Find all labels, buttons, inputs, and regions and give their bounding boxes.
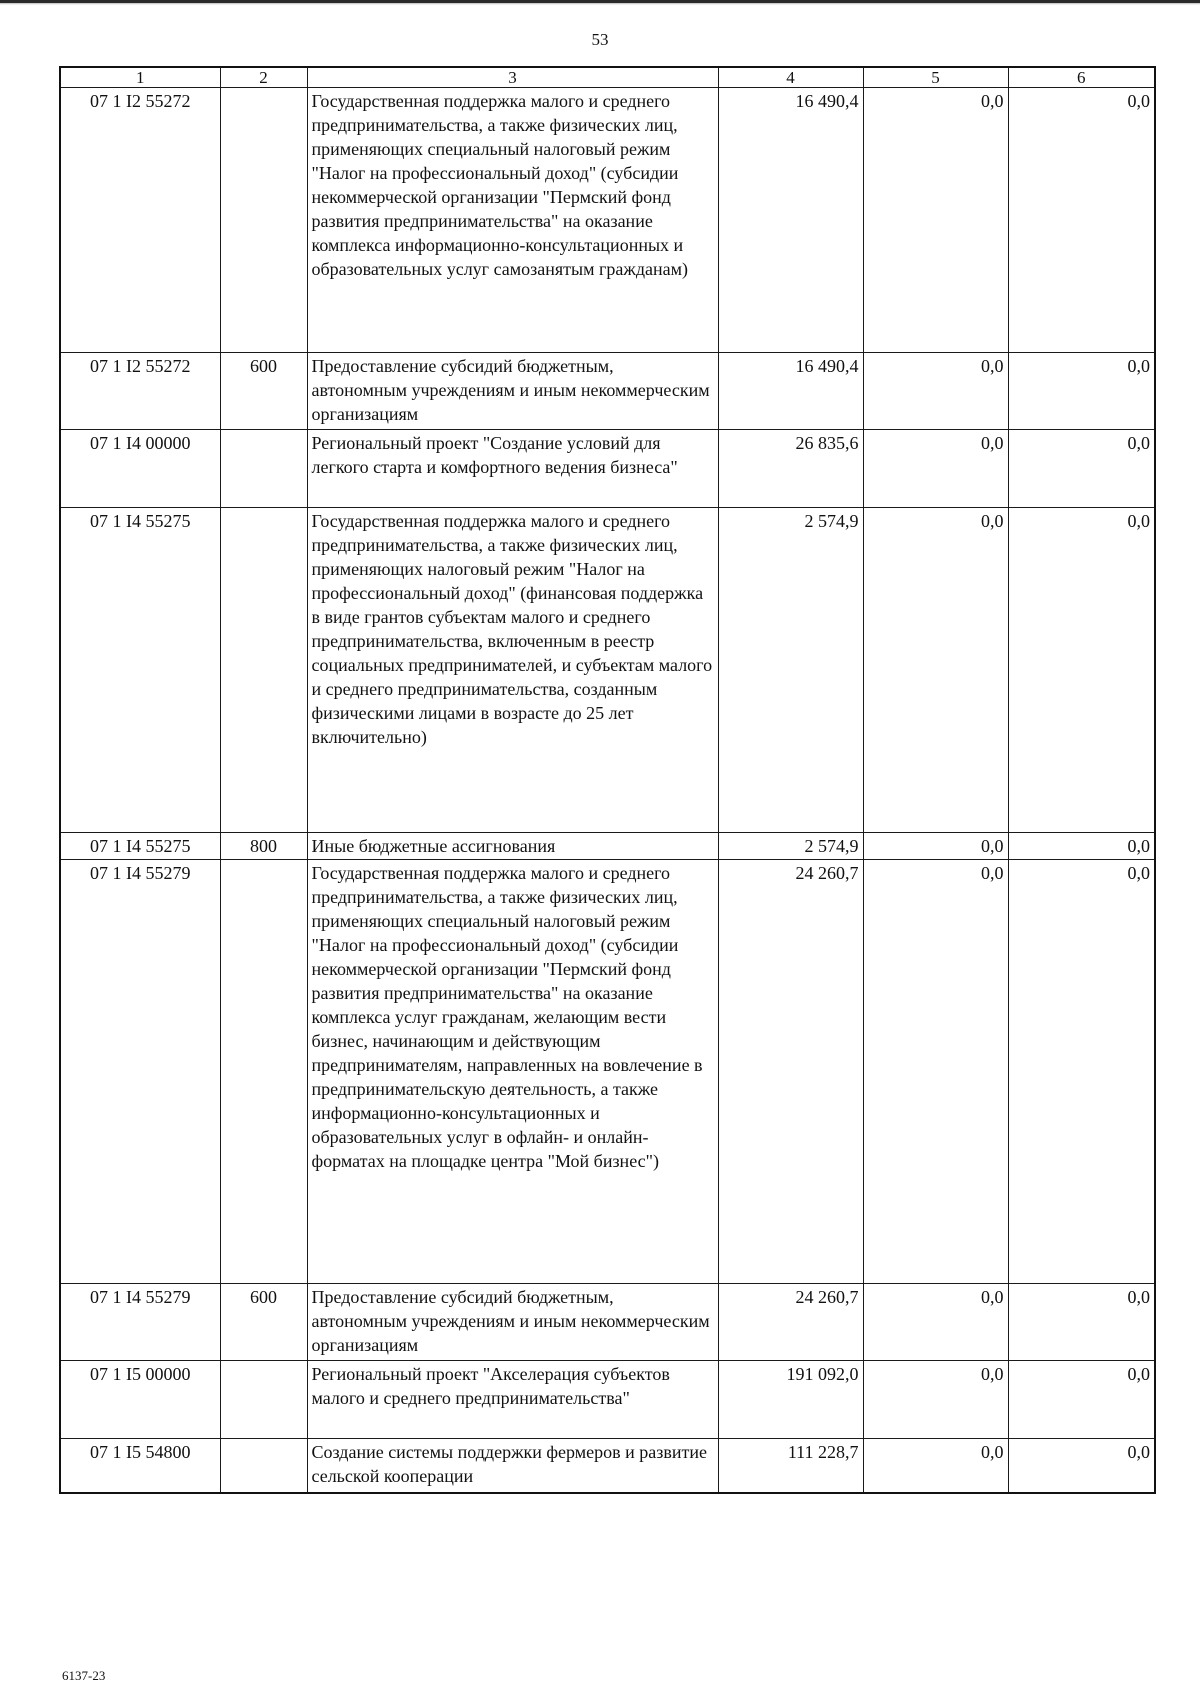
cell-code: 07 1 I5 54800 [60, 1439, 220, 1493]
cell-amount-6: 0,0 [1008, 1439, 1155, 1493]
table-header-row [60, 67, 1155, 88]
cell-name: Региональный проект "Создание условий для легкого старта и комфортного ведения бизнеса" [307, 430, 718, 508]
cell-code: 07 1 I4 55275 [60, 508, 220, 833]
cell-code: 07 1 I4 55279 [60, 860, 220, 1284]
cell-amount-6: 0,0 [1008, 860, 1155, 1284]
cell-expense-type: 600 [220, 1284, 307, 1361]
table-row [60, 430, 1155, 508]
cell-expense-type [220, 860, 307, 1284]
cell-amount-4: 24 260,7 [718, 1284, 863, 1361]
header-col-4: 4 [718, 67, 863, 88]
cell-amount-4: 2 574,9 [718, 508, 863, 833]
cell-code: 07 1 I4 00000 [60, 430, 220, 508]
cell-amount-5: 0,0 [863, 1361, 1008, 1439]
cell-expense-type: 800 [220, 833, 307, 860]
cell-expense-type: 600 [220, 353, 307, 430]
cell-amount-6: 0,0 [1008, 508, 1155, 833]
cell-amount-5: 0,0 [863, 430, 1008, 508]
table-row [60, 508, 1155, 833]
cell-code: 07 1 I2 55272 [60, 88, 220, 353]
cell-expense-type [220, 1361, 307, 1439]
header-col-1: 1 [60, 67, 220, 88]
cell-name: Государственная поддержка малого и среднего предпринимательства, а также физических лиц, применяющих специальный налоговый режим "Налог на профессиональный доход" (субсидии некоммерческой организации "Пермский фонд развития предпринимательства" на оказание комплекса услуг гражданам, желающим вести бизнес, начинающим и действующим предпринимателям, направленных на вовлечение в предпринимательскую деятельность, а также информационно-консультационных и образовательных услуг в офлайн- и онлайн-форматах на площадке центра "Мой бизнес") [307, 860, 718, 1284]
cell-name: Государственная поддержка малого и среднего предпринимательства, а также физических лиц, применяющих налоговый режим "Налог на профессиональный доход" (финансовая поддержка в виде грантов субъектам малого и среднего предпринимательства, включенным в реестр социальных предпринимателей, и субъектам малого и среднего предпринимательства, созданным физическими лицами в возрасте до 25 лет включительно) [307, 508, 718, 833]
cell-amount-4: 16 490,4 [718, 88, 863, 353]
cell-amount-5: 0,0 [863, 833, 1008, 860]
table-row [60, 353, 1155, 430]
table-row [60, 833, 1155, 860]
cell-expense-type [220, 88, 307, 353]
cell-amount-4: 111 228,7 [718, 1439, 863, 1493]
cell-amount-4: 191 092,0 [718, 1361, 863, 1439]
header-col-2: 2 [220, 67, 307, 88]
cell-code: 07 1 I4 55279 [60, 1284, 220, 1361]
cell-amount-6: 0,0 [1008, 1361, 1155, 1439]
cell-amount-5: 0,0 [863, 860, 1008, 1284]
cell-amount-6: 0,0 [1008, 833, 1155, 860]
header-col-5: 5 [863, 67, 1008, 88]
cell-amount-6: 0,0 [1008, 88, 1155, 353]
cell-code: 07 1 I5 00000 [60, 1361, 220, 1439]
header-col-6: 6 [1008, 67, 1155, 88]
page-number: 53 [591, 30, 609, 49]
table-row [60, 1439, 1155, 1493]
budget-table [59, 66, 1156, 1494]
header-col-3: 3 [307, 67, 718, 88]
cell-expense-type [220, 1439, 307, 1493]
table-row [60, 88, 1155, 353]
cell-expense-type [220, 508, 307, 833]
cell-code: 07 1 I4 55275 [60, 833, 220, 860]
cell-amount-5: 0,0 [863, 353, 1008, 430]
cell-name: Предоставление субсидий бюджетным, автономным учреждениям и иным некоммерческим организациям [307, 1284, 718, 1361]
cell-amount-4: 2 574,9 [718, 833, 863, 860]
cell-name: Предоставление субсидий бюджетным, автономным учреждениям и иным некоммерческим организациям [307, 353, 718, 430]
cell-expense-type [220, 430, 307, 508]
cell-name: Государственная поддержка малого и среднего предпринимательства, а также физических лиц, применяющих специальный налоговый режим "Налог на профессиональный доход" (субсидии некоммерческой организации "Пермский фонд развития предпринимательства" на оказание комплекса информационно-консультационных и образовательных услуг самозанятым гражданам) [307, 88, 718, 353]
cell-amount-5: 0,0 [863, 1439, 1008, 1493]
cell-amount-6: 0,0 [1008, 353, 1155, 430]
cell-name: Иные бюджетные ассигнования [307, 833, 718, 860]
cell-amount-4: 16 490,4 [718, 353, 863, 430]
scan-top-edge [0, 0, 1200, 5]
cell-amount-6: 0,0 [1008, 1284, 1155, 1361]
cell-name: Создание системы поддержки фермеров и развитие сельской кооперации [307, 1439, 718, 1493]
cell-amount-5: 0,0 [863, 88, 1008, 353]
table-row [60, 1284, 1155, 1361]
cell-name: Региональный проект "Акселерация субъектов малого и среднего предпринимательства" [307, 1361, 718, 1439]
cell-amount-4: 26 835,6 [718, 430, 863, 508]
cell-amount-5: 0,0 [863, 1284, 1008, 1361]
cell-amount-5: 0,0 [863, 508, 1008, 833]
table-row [60, 860, 1155, 1284]
cell-code: 07 1 I2 55272 [60, 353, 220, 430]
table-row [60, 1361, 1155, 1439]
cell-amount-4: 24 260,7 [718, 860, 863, 1284]
document-registration-code: 6137-23 [62, 1668, 106, 1683]
cell-amount-6: 0,0 [1008, 430, 1155, 508]
